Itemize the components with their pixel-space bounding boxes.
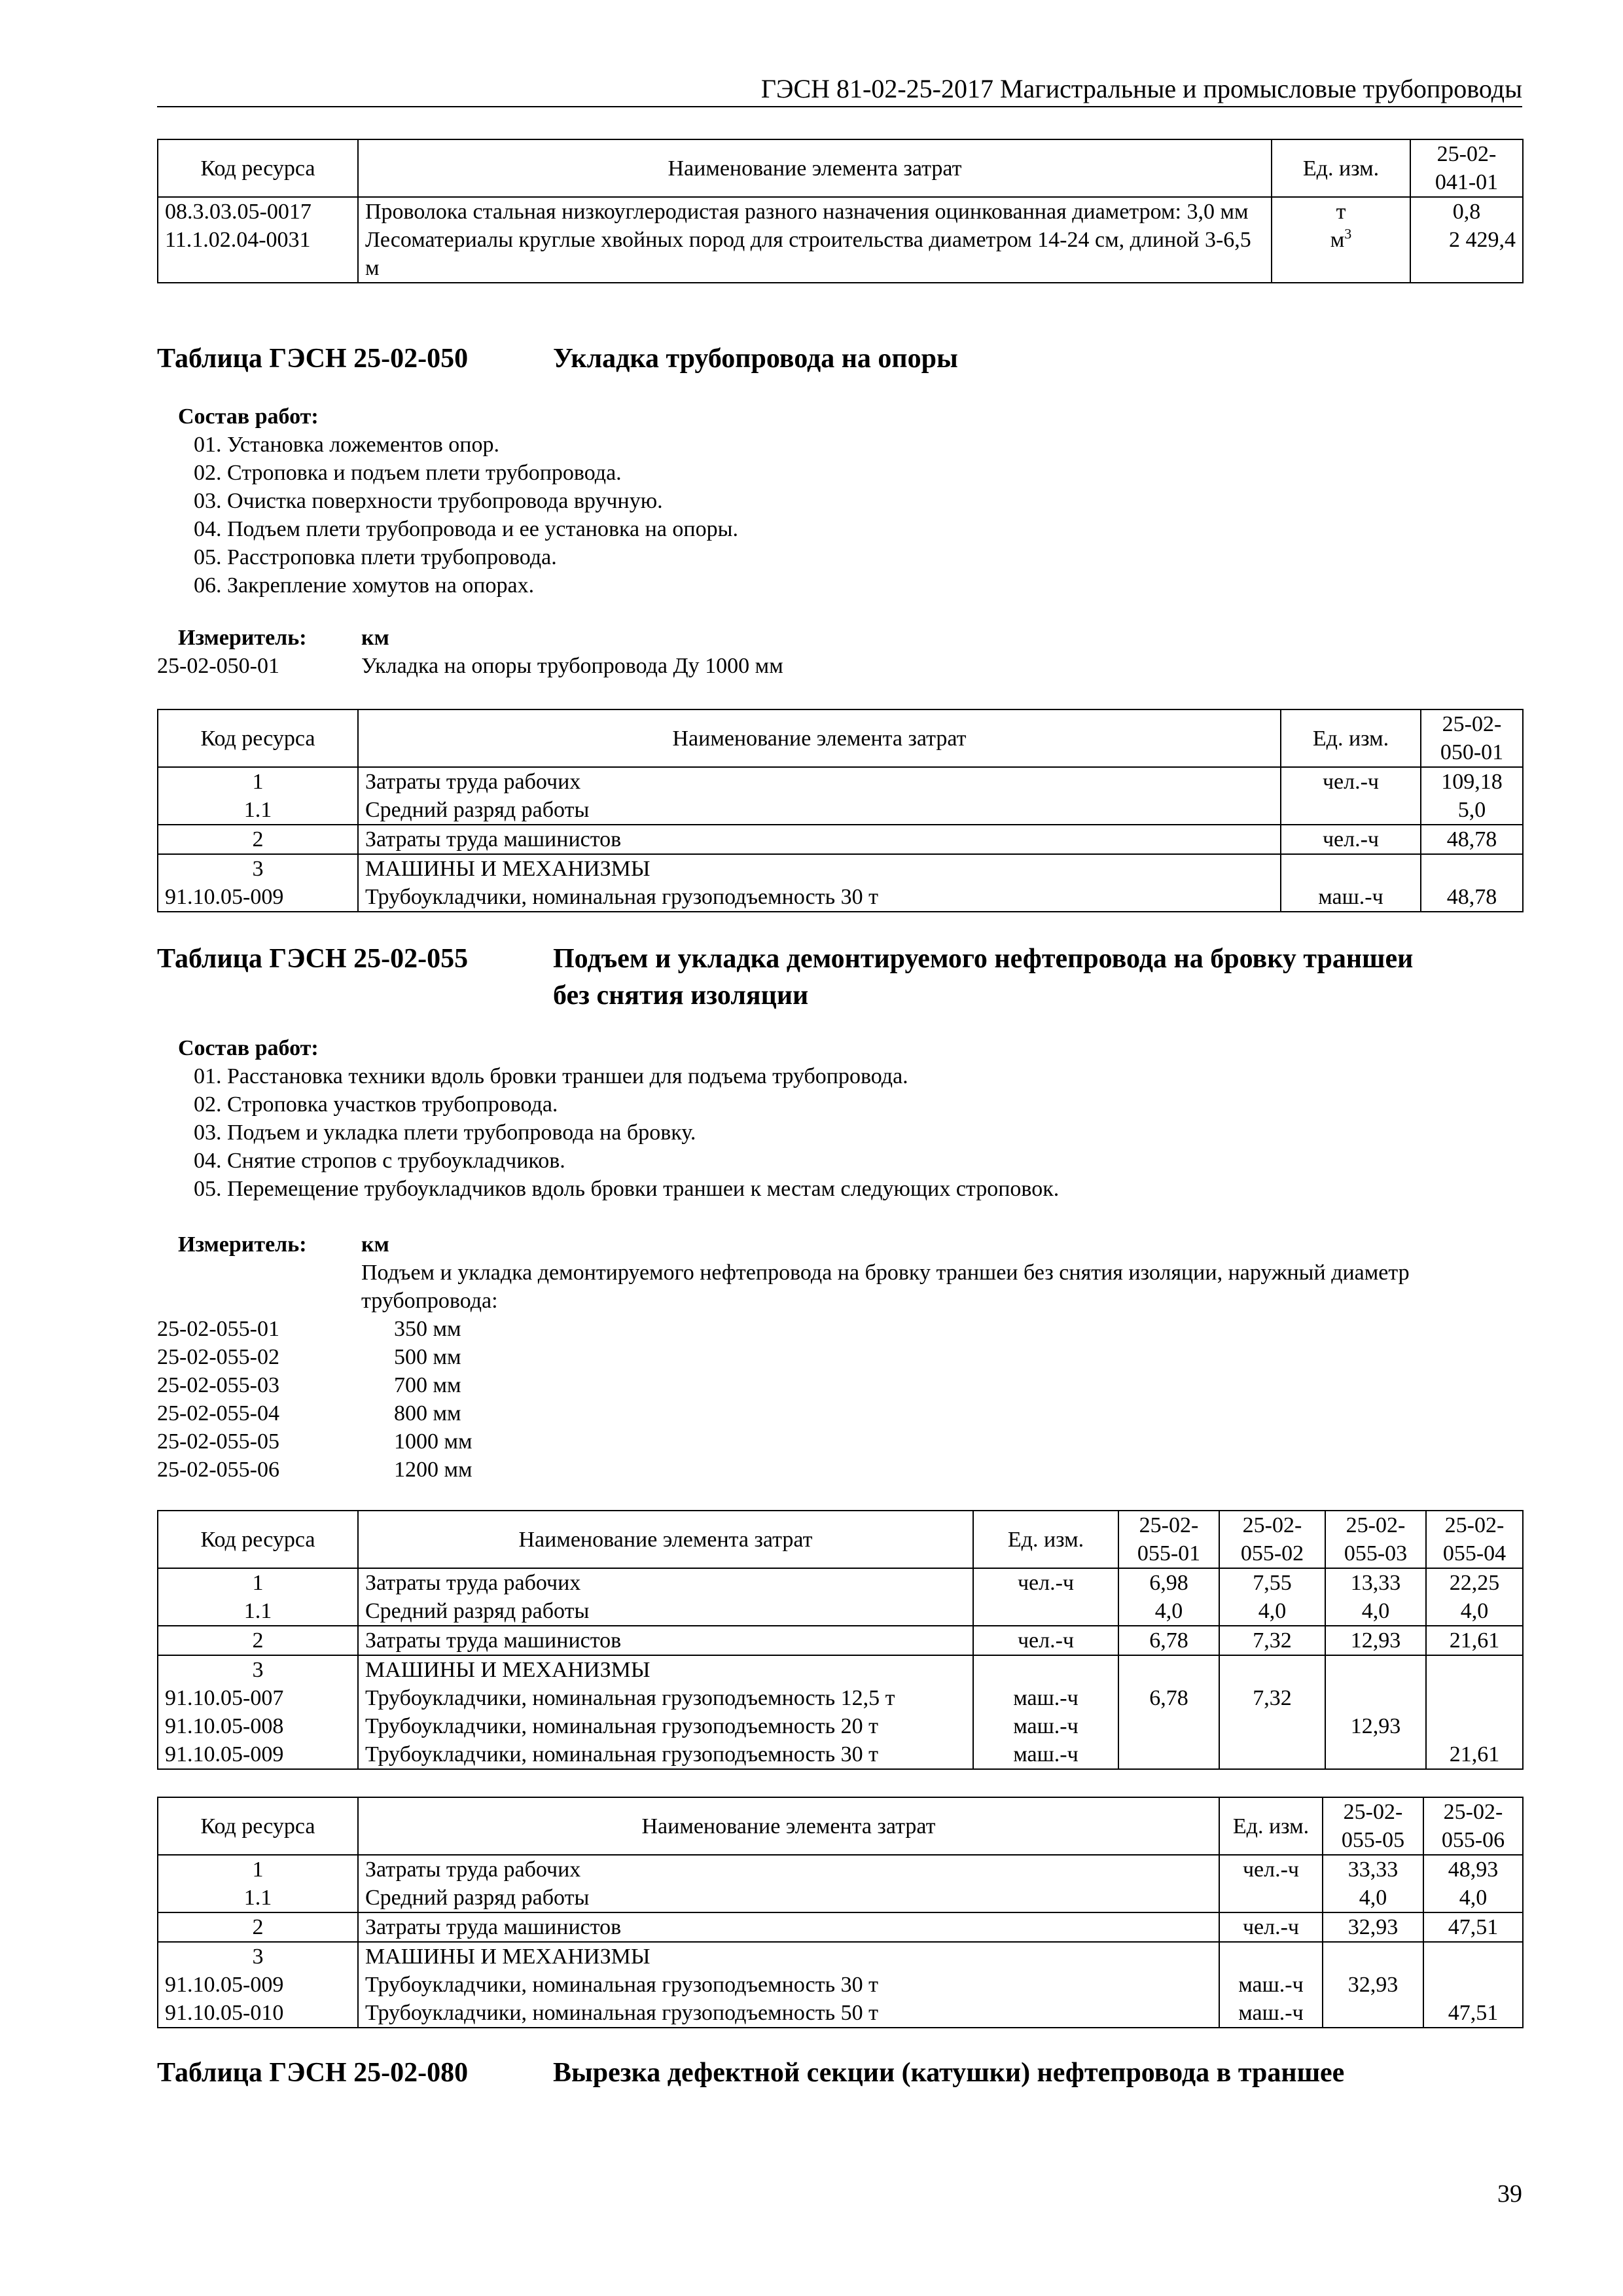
resource-value — [1426, 1655, 1523, 1684]
resource-name: МАШИНЫ И МЕХАНИЗМЫ — [358, 1942, 1219, 1971]
norm-row — [157, 1343, 1522, 1371]
table-header-row — [158, 1797, 1523, 1855]
resource-value: 6,78 — [1118, 1626, 1219, 1655]
table-25-02-055-a — [157, 1510, 1524, 1770]
resource-code: 3 — [158, 1655, 358, 1684]
col-header-unit: Ед. изм. — [1281, 709, 1421, 767]
norm-code: 25-02-055-04 — [157, 1401, 279, 1426]
table-25-02-055-b — [157, 1797, 1524, 2028]
work-item: 03. Очистка поверхности трубопровода вручную. — [194, 489, 663, 513]
norm-code: 25-02-055-06 — [157, 1458, 279, 1482]
resource-value: 7,32 — [1219, 1626, 1325, 1655]
table-row — [158, 1999, 1523, 2028]
resource-value: 13,33 — [1325, 1568, 1426, 1597]
resource-unit: маш.-ч — [973, 1712, 1118, 1740]
col-header-code: Код ресурса — [158, 1511, 358, 1568]
norm-code: 25-02-055-05 — [157, 1429, 279, 1454]
resource-code: 2 — [158, 1912, 358, 1942]
resource-unit: чел.-ч — [973, 1626, 1118, 1655]
resource-unit: маш.-ч — [973, 1684, 1118, 1712]
table-row — [158, 1740, 1523, 1769]
work-item: 02. Строповка и подъем плети трубопровода. — [194, 461, 622, 485]
resource-value: 4,0 — [1118, 1597, 1219, 1626]
table-title: Вырезка дефектной секции (катушки) нефтепровода в траншее — [553, 2058, 1345, 2088]
resource-unit: маш.-ч — [1281, 883, 1421, 912]
table-row — [158, 1655, 1523, 1684]
resource-value: 2 429,4 — [1410, 226, 1523, 283]
table-row — [158, 825, 1523, 854]
norm-row — [157, 1399, 1522, 1427]
col-header-norm: 25-02-055-05 — [1323, 1797, 1423, 1855]
table-row — [158, 796, 1523, 825]
table-title — [553, 941, 1522, 1014]
resource-value — [1325, 1740, 1426, 1769]
table-row — [158, 1971, 1523, 1999]
resource-value — [1118, 1740, 1219, 1769]
table-number: Таблица ГЭСН 25-02-055 — [157, 944, 469, 974]
resource-unit: чел.-ч — [1219, 1912, 1323, 1942]
col-header-code: Код ресурса — [158, 139, 358, 197]
table-title-line: Подъем и укладка демонтируемого нефтепровода на бровку траншеи — [553, 944, 1414, 974]
resource-name: Затраты труда рабочих — [358, 767, 1281, 796]
resource-code: 91.10.05-007 — [158, 1684, 358, 1712]
table-25-02-041 — [157, 139, 1524, 283]
resource-value: 47,51 — [1423, 1912, 1523, 1942]
works-label: Состав работ: — [178, 1036, 319, 1060]
norm-diameter: 500 мм — [394, 1345, 461, 1369]
measure-block-055 — [157, 1230, 1522, 1484]
norm-diameter: 700 мм — [394, 1373, 461, 1397]
resource-unit: маш.-ч — [973, 1740, 1118, 1769]
resource-name: МАШИНЫ И МЕХАНИЗМЫ — [358, 1655, 973, 1684]
resource-value — [1219, 1712, 1325, 1740]
resource-value: 21,61 — [1426, 1740, 1523, 1769]
resource-code: 1 — [158, 767, 358, 796]
norm-name: Укладка на опоры трубопровода Ду 1000 мм — [361, 654, 783, 678]
resource-name: МАШИНЫ И МЕХАНИЗМЫ — [358, 854, 1281, 883]
table-row — [158, 1884, 1523, 1912]
works-composition-050 — [157, 403, 1522, 600]
resource-value: 4,0 — [1325, 1597, 1426, 1626]
resource-value: 7,32 — [1219, 1684, 1325, 1712]
col-header-norm: 25-02-055-03 — [1325, 1511, 1426, 1568]
resource-value: 0,8 — [1410, 197, 1523, 226]
table-row — [158, 1912, 1523, 1942]
col-header-code: Код ресурса — [158, 709, 358, 767]
resource-value — [1421, 854, 1523, 883]
resource-value — [1118, 1712, 1219, 1740]
resource-value: 7,55 — [1219, 1568, 1325, 1597]
work-item: 06. Закрепление хомутов на опорах. — [194, 573, 535, 598]
table-row — [158, 1712, 1523, 1740]
col-header-norm: 25-02-055-06 — [1423, 1797, 1523, 1855]
resource-code: 1.1 — [158, 1597, 358, 1626]
resource-value: 12,93 — [1325, 1712, 1426, 1740]
table-header-row — [158, 139, 1523, 197]
resource-unit: чел.-ч — [1219, 1855, 1323, 1884]
table-row — [158, 197, 1523, 226]
resource-value — [1426, 1712, 1523, 1740]
col-header-norm: 25-02-041-01 — [1410, 139, 1523, 197]
norm-code: 25-02-055-03 — [157, 1373, 279, 1397]
resource-unit — [1281, 796, 1421, 825]
resource-code: 3 — [158, 854, 358, 883]
table-row — [158, 1568, 1523, 1597]
norm-diameter: 1200 мм — [394, 1458, 473, 1482]
resource-name: Трубоукладчики, номинальная грузоподъемность 30 т — [358, 1971, 1219, 1999]
unit-superscript: 3 — [1344, 225, 1352, 242]
col-header-name: Наименование элемента затрат — [358, 139, 1272, 197]
table-title-line: без снятия изоляции — [553, 980, 809, 1011]
resource-unit — [973, 1655, 1118, 1684]
table-number: Таблица ГЭСН 25-02-050 — [157, 344, 469, 374]
resource-name: Средний разряд работы — [358, 1597, 973, 1626]
col-header-unit: Ед. изм. — [1272, 139, 1410, 197]
table-header-row — [158, 709, 1523, 767]
unit-text: м — [1330, 228, 1345, 252]
section-heading-080 — [157, 2054, 1522, 2091]
work-item: 04. Подъем плети трубопровода и ее установка на опоры. — [194, 517, 738, 541]
resource-value — [1426, 1684, 1523, 1712]
measure-row — [157, 1230, 1522, 1259]
col-header-unit: Ед. изм. — [973, 1511, 1118, 1568]
resource-name: Трубоукладчики, номинальная грузоподъемность 12,5 т — [358, 1684, 973, 1712]
resource-name: Средний разряд работы — [358, 796, 1281, 825]
resource-name: Затраты труда рабочих — [358, 1855, 1219, 1884]
resource-code: 91.10.05-008 — [158, 1712, 358, 1740]
resource-name: Средний разряд работы — [358, 1884, 1219, 1912]
col-header-norm: 25-02-055-02 — [1219, 1511, 1325, 1568]
table-row — [158, 1597, 1523, 1626]
resource-name: Затраты труда машинистов — [358, 1626, 973, 1655]
measure-description: Подъем и укладка демонтируемого нефтепровода на бровку траншеи без снятия изоляции, наружный диаметр трубопровода: — [361, 1261, 1410, 1313]
resource-code: 91.10.05-009 — [158, 883, 358, 912]
resource-value: 12,93 — [1325, 1626, 1426, 1655]
resource-name: Затраты труда рабочих — [358, 1568, 973, 1597]
works-label: Состав работ: — [178, 404, 319, 429]
resource-code: 2 — [158, 1626, 358, 1655]
resource-code: 08.3.03.05-0017 — [158, 197, 358, 226]
resource-value — [1325, 1684, 1426, 1712]
resource-unit — [1272, 226, 1410, 283]
col-header-name: Наименование элемента затрат — [358, 1511, 973, 1568]
resource-name: Лесоматериалы круглые хвойных пород для строительства диаметром 14-24 см, длиной 3-6,5 м — [358, 226, 1272, 283]
resource-unit: чел.-ч — [1281, 825, 1421, 854]
norm-diameter: 800 мм — [394, 1401, 461, 1426]
col-header-norm: 25-02-055-01 — [1118, 1511, 1219, 1568]
norm-row — [157, 1456, 1522, 1484]
table-row — [158, 854, 1523, 883]
resource-name: Трубоукладчики, номинальная грузоподъемность 30 т — [358, 1740, 973, 1769]
measure-unit: км — [361, 1232, 389, 1257]
resource-value: 32,93 — [1323, 1971, 1423, 1999]
norm-row — [157, 1371, 1522, 1399]
resource-name: Трубоукладчики, номинальная грузоподъемность 50 т — [358, 1999, 1219, 2028]
resource-code: 1 — [158, 1855, 358, 1884]
col-header-code: Код ресурса — [158, 1797, 358, 1855]
section-heading-055 — [157, 941, 1522, 1014]
resource-code: 91.10.05-009 — [158, 1971, 358, 1999]
resource-value: 33,33 — [1323, 1855, 1423, 1884]
table-row — [158, 767, 1523, 796]
col-header-norm: 25-02-050-01 — [1421, 709, 1523, 767]
work-item: 02. Строповка участков трубопровода. — [194, 1092, 558, 1117]
norm-diameter: 350 мм — [394, 1317, 461, 1341]
resource-unit: маш.-ч — [1219, 1999, 1323, 2028]
table-row — [158, 1626, 1523, 1655]
resource-value: 48,78 — [1421, 825, 1523, 854]
resource-value: 4,0 — [1323, 1884, 1423, 1912]
measure-label: Измеритель: — [178, 626, 307, 650]
resource-name: Затраты труда машинистов — [358, 825, 1281, 854]
resource-unit — [1219, 1884, 1323, 1912]
resource-unit — [1219, 1942, 1323, 1971]
running-header: ГЭСН 81-02-25-2017 Магистральные и промысловые трубопроводы — [157, 72, 1522, 107]
table-header-row — [158, 1511, 1523, 1568]
measure-unit: км — [361, 626, 389, 650]
resource-value — [1219, 1655, 1325, 1684]
resource-code: 1.1 — [158, 796, 358, 825]
resource-value — [1423, 1942, 1523, 1971]
resource-value: 4,0 — [1423, 1884, 1523, 1912]
resource-value: 21,61 — [1426, 1626, 1523, 1655]
measure-row — [157, 624, 1522, 652]
table-row — [158, 1855, 1523, 1884]
resource-value: 4,0 — [1426, 1597, 1523, 1626]
resource-value — [1118, 1655, 1219, 1684]
resource-code: 91.10.05-009 — [158, 1740, 358, 1769]
col-header-unit: Ед. изм. — [1219, 1797, 1323, 1855]
resource-value: 6,78 — [1118, 1684, 1219, 1712]
work-item: 04. Снятие стропов с трубоукладчиков. — [194, 1149, 565, 1173]
resource-code: 3 — [158, 1942, 358, 1971]
work-item: 01. Расстановка техники вдоль бровки траншеи для подъема трубопровода. — [194, 1064, 908, 1088]
section-heading-050 — [157, 340, 1522, 377]
norm-code: 25-02-055-01 — [157, 1317, 279, 1341]
resource-unit — [1281, 854, 1421, 883]
resource-name: Трубоукладчики, номинальная грузоподъемность 30 т — [358, 883, 1281, 912]
table-row — [158, 883, 1523, 912]
resource-value: 48,93 — [1423, 1855, 1523, 1884]
measure-block-050 — [157, 624, 1522, 680]
norm-diameter: 1000 мм — [394, 1429, 473, 1454]
table-row — [158, 226, 1523, 283]
table-title: Укладка трубопровода на опоры — [553, 344, 958, 374]
norm-code: 25-02-050-01 — [157, 654, 279, 678]
page-number: 39 — [1497, 2180, 1522, 2208]
resource-code: 1.1 — [158, 1884, 358, 1912]
resource-name: Трубоукладчики, номинальная грузоподъемность 20 т — [358, 1712, 973, 1740]
resource-unit — [973, 1597, 1118, 1626]
resource-unit: чел.-ч — [973, 1568, 1118, 1597]
norm-row — [157, 1427, 1522, 1456]
resource-value: 5,0 — [1421, 796, 1523, 825]
resource-unit: маш.-ч — [1219, 1971, 1323, 1999]
resource-value — [1323, 1999, 1423, 2028]
resource-code: 2 — [158, 825, 358, 854]
resource-code: 1 — [158, 1568, 358, 1597]
norm-row — [157, 1315, 1522, 1343]
resource-value: 47,51 — [1423, 1999, 1523, 2028]
table-row — [158, 1942, 1523, 1971]
resource-value — [1423, 1971, 1523, 1999]
resource-value: 4,0 — [1219, 1597, 1325, 1626]
resource-unit: т — [1272, 197, 1410, 226]
norm-row — [157, 652, 1522, 680]
col-header-norm: 25-02-055-04 — [1426, 1511, 1523, 1568]
norm-code: 25-02-055-02 — [157, 1345, 279, 1369]
col-header-name: Наименование элемента затрат — [358, 709, 1281, 767]
resource-name: Затраты труда машинистов — [358, 1912, 1219, 1942]
resource-value: 32,93 — [1323, 1912, 1423, 1942]
resource-unit: чел.-ч — [1281, 767, 1421, 796]
table-row — [158, 1684, 1523, 1712]
resource-code: 11.1.02.04-0031 — [158, 226, 358, 283]
resource-value — [1325, 1655, 1426, 1684]
work-item: 01. Установка ложементов опор. — [194, 433, 500, 457]
resource-value: 22,25 — [1426, 1568, 1523, 1597]
works-composition-055 — [157, 1034, 1522, 1203]
resource-code: 91.10.05-010 — [158, 1999, 358, 2028]
work-item: 03. Подъем и укладка плети трубопровода на бровку. — [194, 1121, 696, 1145]
resource-value: 6,98 — [1118, 1568, 1219, 1597]
resource-value — [1219, 1740, 1325, 1769]
resource-name: Проволока стальная низкоуглеродистая разного назначения оцинкованная диаметром: 3,0 мм — [358, 197, 1272, 226]
col-header-name: Наименование элемента затрат — [358, 1797, 1219, 1855]
measure-label: Измеритель: — [178, 1232, 307, 1257]
resource-value: 48,78 — [1421, 883, 1523, 912]
resource-value: 109,18 — [1421, 767, 1523, 796]
table-25-02-050 — [157, 709, 1524, 912]
work-item: 05. Расстроповка плети трубопровода. — [194, 545, 557, 569]
resource-value — [1323, 1942, 1423, 1971]
work-item: 05. Перемещение трубоукладчиков вдоль бровки траншеи к местам следующих строповок. — [194, 1177, 1060, 1201]
table-number: Таблица ГЭСН 25-02-080 — [157, 2058, 469, 2088]
